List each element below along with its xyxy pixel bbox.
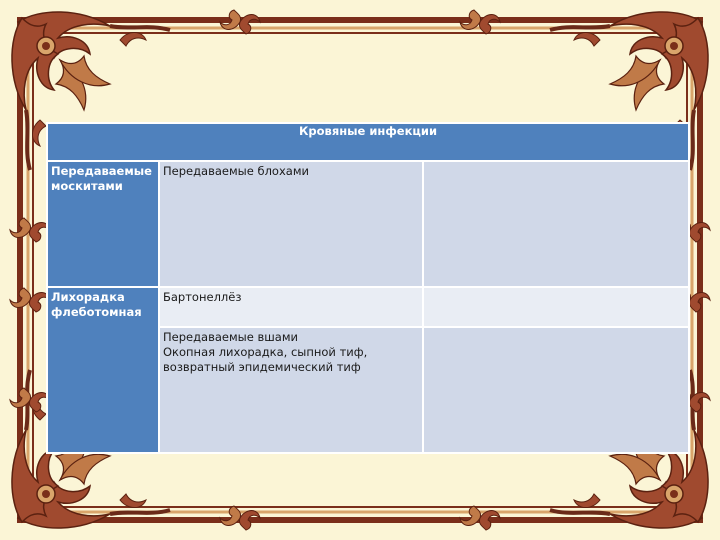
table-row (47, 161, 689, 287)
table-cell-bartonellosis: Бартонеллёз (159, 287, 423, 327)
cell-text-line: Лихорадка (51, 290, 125, 304)
table-row (47, 287, 689, 327)
table-cell-empty (423, 327, 689, 453)
table-cell-fleas: Передаваемые блохами (159, 161, 423, 287)
table-cell-mosquito (47, 161, 159, 287)
cell-text-line: флеботомная (51, 305, 142, 319)
cell-text-line: возвратный эпидемический тиф (163, 360, 361, 374)
table-title: Кровяные инфекции (47, 123, 689, 161)
table-cell-empty (423, 161, 689, 287)
cell-text-line: москитами (51, 179, 123, 193)
cell-text-line: Окопная лихорадка, сыпной тиф, (163, 345, 368, 359)
cell-text-line: Передаваемые вшами (163, 330, 298, 344)
table-cell-lice (159, 327, 423, 453)
table-header-row (47, 123, 689, 161)
table-cell-phlebotomus-fever (47, 287, 159, 453)
cell-text-line: Передаваемые (51, 164, 152, 178)
infections-table (46, 122, 690, 454)
table-cell-empty (423, 287, 689, 327)
